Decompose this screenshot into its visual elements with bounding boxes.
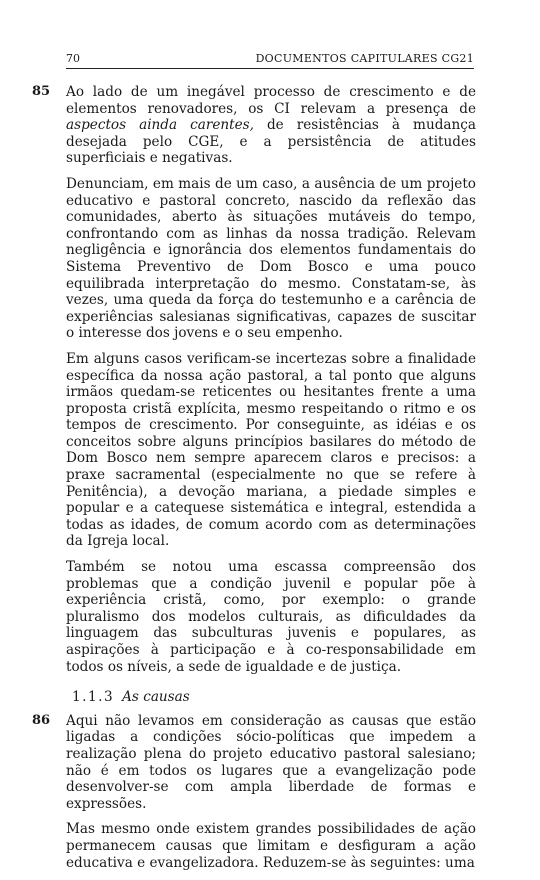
page-header: [66, 50, 474, 69]
running-head: DOCUMENTOS CAPITULARES CG21: [255, 52, 474, 65]
section-heading: [72, 689, 476, 706]
paragraph-number: 86: [32, 712, 51, 728]
paragraph-denunciam: [66, 176, 476, 342]
section-number: 1.1.3: [72, 689, 115, 706]
paragraph-causas: [66, 821, 476, 871]
paragraph-incertezas: [66, 351, 476, 550]
paragraph-text: de resistências à mudança desejada pelo CGE, e a persistência de atitudes superficiais e negativas.: [66, 117, 476, 167]
paragraph-number: 85: [32, 84, 51, 99]
paragraph-compreensao: [66, 559, 476, 675]
paragraph-text: Também se notou uma escassa compreensão dos problemas que a condição juvenil e popular põe à experiência cristã, como, por exemplo: o grande pluralismo dos modelos culturais, as dificuldades da linguagem das subculturas juvenis e populares, as aspirações à participação e à co-responsabilidade em todos os níveis, a sede de igualdade e de justiça.: [66, 559, 476, 675]
paragraph-text: Em alguns casos verificam-se incertezas sobre a finalidade específica da nossa ação pastoral, a tal ponto que alguns irmãos quedam-se reticentes ou hesitantes frente a uma proposta cristã explícita, mesmo respeitando o ritmo e os tempos de crescimento. Por conseguinte, as idéias e os conceitos sobre alguns princípios basilares do método de Dom Bosco nem sempre aparecem claros e precisos: a praxe sacramental (especialmente no que se refere à Penitência), a devoção mariana, a piedade simples e popular e a catequese sistemática e integral, estendida a todas as idades, de comum acordo com as determinações da Igreja local.: [66, 350, 476, 550]
paragraph-85: [32, 84, 476, 167]
page-number: 70: [66, 52, 80, 65]
paragraph-text: Ao lado de um inegável processo de crescimento e de elementos renovadores, os CI relevam a presença de: [66, 84, 476, 117]
paragraph-text: Aqui não levamos em consideração as causas que estão ligadas a condições sócio-políticas que impedem a realização plena do projeto educativo pastoral salesiano; não é em todos os lugares que a evangelização pode desenvolver-se com ampla liberdade de formas e expressões.: [66, 712, 476, 812]
paragraph-emphasis: aspectos ainda carentes,: [66, 117, 254, 134]
paragraph-text: Mas mesmo onde existem grandes possibilidades de ação permanecem causas que limitam e desfiguram a ação educativa e evangelizadora. Reduzem-se às seguintes: uma: [66, 821, 476, 871]
page-body: [32, 84, 476, 880]
paragraph-text: Denunciam, em mais de um caso, a ausência de um projeto educativo e pastoral concreto, nascido da reflexão das comunidades, aberto às situações mutáveis do tempo, confrontando com as linhas da nossa tradição. Relevam negligência e ignorância dos elementos fundamentais do Sistema Preventivo de Dom Bosco e uma pouco equilibrada interpretação do mesmo. Constatam-se, às vezes, uma queda da força do testemunho e a carência de experiências salesianas significativas, capazes de suscitar o interesse dos jovens e o seu empenho.: [66, 175, 476, 342]
paragraph-86: [32, 712, 476, 813]
section-title: As causas: [122, 689, 190, 706]
